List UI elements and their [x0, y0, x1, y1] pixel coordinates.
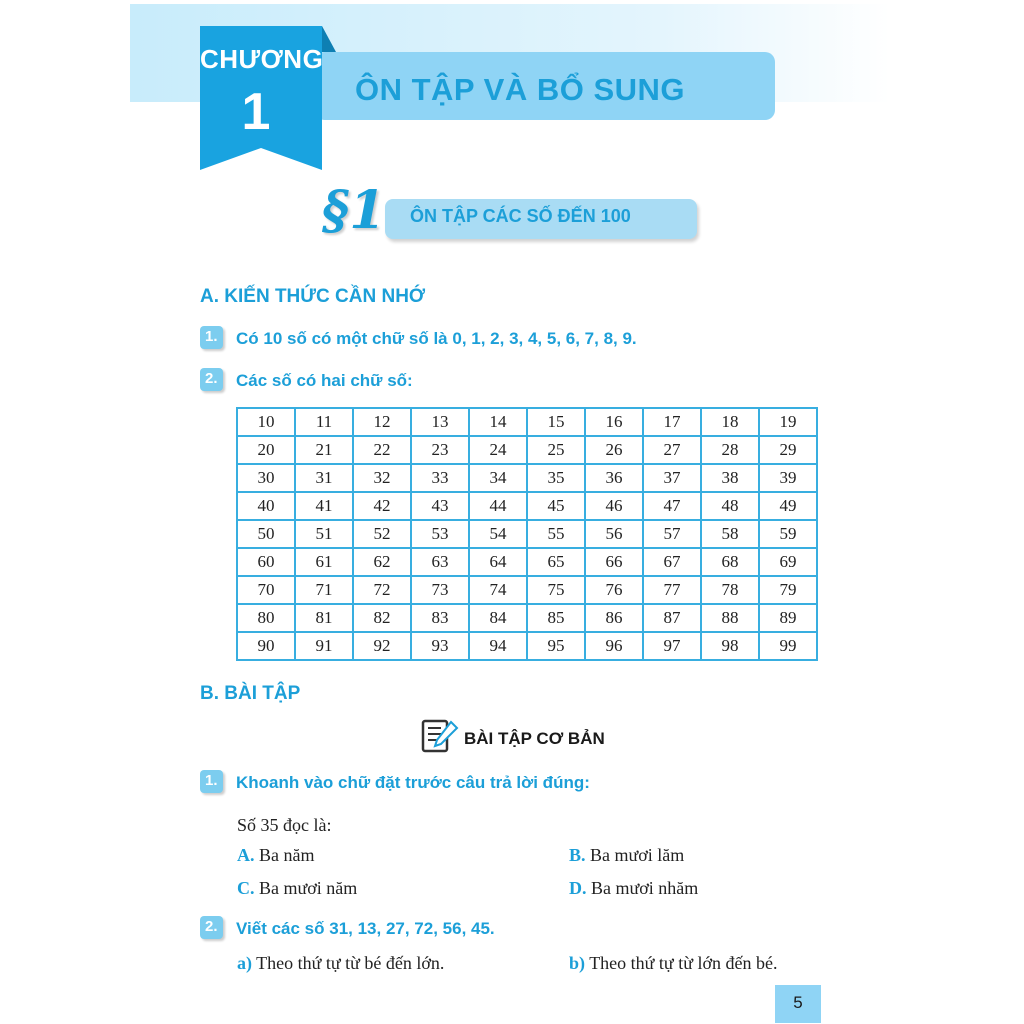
table-cell: 99	[759, 632, 817, 660]
table-cell: 15	[527, 408, 585, 436]
table-cell: 58	[701, 520, 759, 548]
chapter-number: 1	[241, 83, 271, 141]
table-cell: 96	[585, 632, 643, 660]
page-number: 5	[793, 993, 803, 1012]
table-cell: 33	[411, 464, 469, 492]
table-cell: 88	[701, 604, 759, 632]
table-cell: 36	[585, 464, 643, 492]
table-cell: 94	[469, 632, 527, 660]
part-letter: b)	[569, 953, 586, 973]
table-cell: 43	[411, 492, 469, 520]
table-cell: 73	[411, 576, 469, 604]
option-text: Ba mươi năm	[254, 878, 358, 898]
chapter-title: ÔN TẬP VÀ BỔ SUNG	[355, 72, 686, 107]
table-cell: 11	[295, 408, 353, 436]
table-cell: 21	[295, 436, 353, 464]
table-cell: 80	[237, 604, 295, 632]
option-letter: D.	[569, 878, 587, 898]
table-cell: 67	[643, 548, 701, 576]
table-cell: 18	[701, 408, 759, 436]
table-cell: 29	[759, 436, 817, 464]
table-cell: 41	[295, 492, 353, 520]
option-text: Ba năm	[254, 845, 315, 865]
table-cell: 64	[469, 548, 527, 576]
table-cell: 61	[295, 548, 353, 576]
table-cell: 22	[353, 436, 411, 464]
pencil-note-icon	[421, 718, 459, 754]
table-cell: 82	[353, 604, 411, 632]
table-cell: 34	[469, 464, 527, 492]
table-cell: 91	[295, 632, 353, 660]
option-d	[569, 878, 698, 899]
exercise-text: Viết các số 31, 13, 27, 72, 56, 45.	[236, 919, 495, 938]
table-cell: 10	[237, 408, 295, 436]
table-cell: 56	[585, 520, 643, 548]
table-cell: 92	[353, 632, 411, 660]
table-row	[237, 604, 817, 632]
table-cell: 28	[701, 436, 759, 464]
table-cell: 86	[585, 604, 643, 632]
table-cell: 26	[585, 436, 643, 464]
option-letter: C.	[237, 878, 255, 898]
table-cell: 19	[759, 408, 817, 436]
table-cell: 14	[469, 408, 527, 436]
table-cell: 52	[353, 520, 411, 548]
table-cell: 48	[701, 492, 759, 520]
table-cell: 85	[527, 604, 585, 632]
table-cell: 98	[701, 632, 759, 660]
table-cell: 38	[701, 464, 759, 492]
chapter-label: CHƯƠNG	[200, 44, 324, 74]
table-cell: 72	[353, 576, 411, 604]
table-cell: 46	[585, 492, 643, 520]
table-cell: 78	[701, 576, 759, 604]
section-mark: §1	[322, 180, 386, 241]
table-cell: 45	[527, 492, 585, 520]
table-cell: 50	[237, 520, 295, 548]
basic-exercises-heading: BÀI TẬP CƠ BẢN	[464, 729, 605, 748]
table-cell: 49	[759, 492, 817, 520]
table-row	[237, 436, 817, 464]
part-b-heading: B. BÀI TẬP	[200, 683, 301, 704]
table-cell: 60	[237, 548, 295, 576]
ribbon-fold	[322, 26, 336, 52]
table-cell: 17	[643, 408, 701, 436]
exercise-text: Khoanh vào chữ đặt trước câu trả lời đúng:	[236, 773, 590, 792]
table-cell: 75	[527, 576, 585, 604]
option-a	[237, 845, 315, 866]
option-text: Ba mươi lăm	[585, 845, 685, 865]
table-cell: 23	[411, 436, 469, 464]
table-cell: 30	[237, 464, 295, 492]
table-cell: 79	[759, 576, 817, 604]
table-cell: 12	[353, 408, 411, 436]
table-cell: 53	[411, 520, 469, 548]
table-cell: 97	[643, 632, 701, 660]
option-letter: A.	[237, 845, 255, 865]
table-cell: 51	[295, 520, 353, 548]
part-b-instruction	[569, 953, 777, 974]
part-a-heading: A. KIẾN THỨC CẦN NHỚ	[200, 286, 426, 307]
part-letter: a)	[237, 953, 252, 973]
part-text: Theo thứ tự từ lớn đến bé.	[585, 953, 778, 973]
option-text: Ba mươi nhăm	[586, 878, 699, 898]
table-cell: 42	[353, 492, 411, 520]
table-row	[237, 548, 817, 576]
table-cell: 93	[411, 632, 469, 660]
table-cell: 84	[469, 604, 527, 632]
table-row	[237, 464, 817, 492]
table-cell: 27	[643, 436, 701, 464]
table-cell: 63	[411, 548, 469, 576]
table-cell: 83	[411, 604, 469, 632]
table-cell: 89	[759, 604, 817, 632]
table-cell: 40	[237, 492, 295, 520]
part-a-instruction	[237, 953, 444, 974]
table-cell: 90	[237, 632, 295, 660]
table-cell: 37	[643, 464, 701, 492]
table-cell: 74	[469, 576, 527, 604]
table-cell: 25	[527, 436, 585, 464]
table-row	[237, 520, 817, 548]
table-cell: 57	[643, 520, 701, 548]
table-cell: 81	[295, 604, 353, 632]
table-cell: 13	[411, 408, 469, 436]
table-cell: 31	[295, 464, 353, 492]
table-cell: 32	[353, 464, 411, 492]
table-cell: 59	[759, 520, 817, 548]
item-text: Các số có hai chữ số:	[236, 371, 413, 390]
item-number-badge: 1.	[200, 326, 223, 349]
section-title: ÔN TẬP CÁC SỐ ĐẾN 100	[410, 206, 631, 226]
table-cell: 55	[527, 520, 585, 548]
table-row	[237, 632, 817, 660]
table-cell: 77	[643, 576, 701, 604]
table-cell: 66	[585, 548, 643, 576]
exercise-number-badge: 2.	[200, 916, 223, 939]
item-number-badge: 2.	[200, 368, 223, 391]
option-c	[237, 878, 357, 899]
table-cell: 39	[759, 464, 817, 492]
table-row	[237, 492, 817, 520]
option-b	[569, 845, 684, 866]
table-cell: 54	[469, 520, 527, 548]
table-cell: 44	[469, 492, 527, 520]
option-letter: B.	[569, 845, 586, 865]
table-cell: 71	[295, 576, 353, 604]
table-cell: 70	[237, 576, 295, 604]
item-text: Có 10 số có một chữ số là 0, 1, 2, 3, 4, 5, 6, 7, 8, 9.	[236, 329, 637, 348]
table-cell: 35	[527, 464, 585, 492]
question-text: Số 35 đọc là:	[237, 815, 332, 835]
table-cell: 76	[585, 576, 643, 604]
table-cell: 20	[237, 436, 295, 464]
part-text: Theo thứ tự từ bé đến lớn.	[252, 953, 445, 973]
table-cell: 95	[527, 632, 585, 660]
two-digit-numbers-table	[236, 407, 818, 661]
table-cell: 65	[527, 548, 585, 576]
table-cell: 16	[585, 408, 643, 436]
table-row	[237, 408, 817, 436]
table-cell: 62	[353, 548, 411, 576]
table-cell: 69	[759, 548, 817, 576]
table-cell: 47	[643, 492, 701, 520]
table-cell: 87	[643, 604, 701, 632]
exercise-number-badge: 1.	[200, 770, 223, 793]
table-cell: 68	[701, 548, 759, 576]
table-cell: 24	[469, 436, 527, 464]
table-row	[237, 576, 817, 604]
